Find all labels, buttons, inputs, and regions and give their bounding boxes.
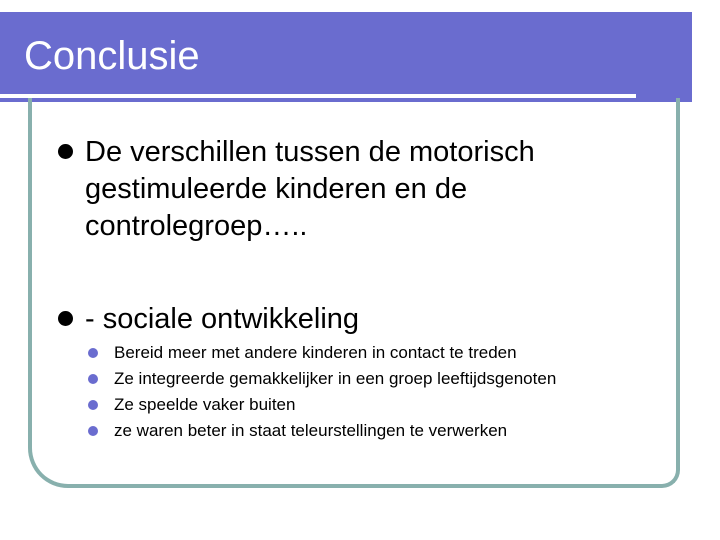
sub-bullet-text: Ze integreerde gemakkelijker in een groep leeftijdsgenoten [114, 369, 557, 388]
sub-bullet-item [88, 366, 556, 392]
sub-bullet-dot-icon [88, 348, 98, 358]
sub-bullet-item [88, 392, 556, 418]
sub-bullet-item [88, 418, 556, 444]
sub-bullet-text: Ze speelde vaker buiten [114, 395, 296, 414]
sub-bullet-dot-icon [88, 374, 98, 384]
sub-bullet-text: ze waren beter in staat teleurstellingen te verwerken [114, 421, 508, 440]
sub-bullet-dot-icon [88, 426, 98, 436]
bullet-item [58, 301, 359, 338]
bullet-text: - sociale ontwikkeling [85, 303, 360, 335]
title-bar-gap [692, 12, 720, 102]
sub-bullet-item [88, 340, 556, 366]
bullet-dot-icon [58, 144, 73, 159]
sub-bullet-dot-icon [88, 400, 98, 410]
bullet-item [58, 134, 535, 245]
sub-bullet-text: Bereid meer met andere kinderen in contact te treden [114, 343, 517, 362]
bullet-dot-icon [58, 311, 73, 326]
slide-title: Conclusie [24, 34, 200, 78]
bullet-text: De verschillen tussen de motorisch gestimuleerde kinderen en de controlegroep….. [85, 136, 535, 242]
sub-bullet-list [88, 340, 556, 444]
